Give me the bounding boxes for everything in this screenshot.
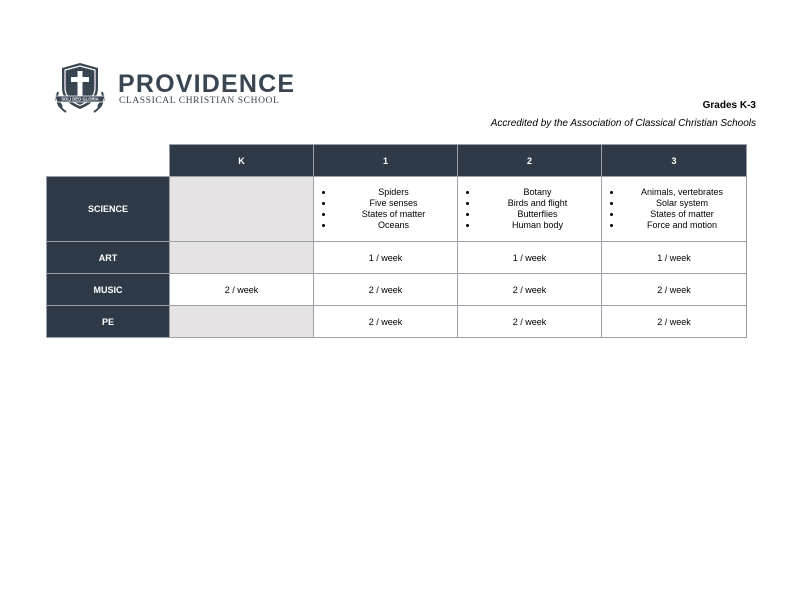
- table-row-science: [47, 177, 747, 242]
- topic-list: [320, 187, 453, 231]
- table-header-row: [47, 145, 747, 177]
- brand-name: PROVIDENCE: [118, 70, 296, 98]
- table-cell-empty: [170, 242, 314, 274]
- column-header-3: 3: [602, 145, 747, 177]
- table-cell-music-grade-3: 2 / week: [602, 274, 747, 306]
- list-item: Birds and flight: [464, 198, 597, 209]
- list-item: Force and motion: [608, 220, 742, 231]
- table-cell-empty: [170, 177, 314, 242]
- topic-list: [608, 187, 742, 231]
- grades-label: Grades K-3: [702, 100, 756, 111]
- school-logo: [52, 62, 296, 118]
- crest-icon: [52, 62, 108, 118]
- list-item: Human body: [464, 220, 597, 231]
- crest-motto: SOLI DEO GLORIA: [61, 96, 99, 102]
- table-cell-music-grade-k: 2 / week: [170, 274, 314, 306]
- row-header-pe: PE: [47, 306, 170, 338]
- column-header-1: 1: [314, 145, 458, 177]
- list-item: Animals, vertebrates: [608, 187, 742, 198]
- curriculum-table: [46, 144, 747, 338]
- table-row-music: [47, 274, 747, 306]
- table-cell-art-grade-2: 1 / week: [458, 242, 602, 274]
- table-cell-pe-grade-3: 2 / week: [602, 306, 747, 338]
- accreditation-text: Accredited by the Association of Classical Christian Schools: [490, 118, 756, 129]
- table-cell-science-grade-3: [602, 177, 747, 242]
- list-item: States of matter: [320, 209, 453, 220]
- table-row-art: [47, 242, 747, 274]
- table-cell-pe-grade-1: 2 / week: [314, 306, 458, 338]
- list-item: Spiders: [320, 187, 453, 198]
- table-cell-science-grade-2: [458, 177, 602, 242]
- list-item: Oceans: [320, 220, 453, 231]
- table-row-pe: [47, 306, 747, 338]
- list-item: Botany: [464, 187, 597, 198]
- table-corner: [47, 145, 170, 177]
- row-header-art: ART: [47, 242, 170, 274]
- table-cell-art-grade-3: 1 / week: [602, 242, 747, 274]
- table-cell-art-grade-1: 1 / week: [314, 242, 458, 274]
- table-cell-music-grade-1: 2 / week: [314, 274, 458, 306]
- table-cell-empty: [170, 306, 314, 338]
- table-cell-music-grade-2: 2 / week: [458, 274, 602, 306]
- list-item: Solar system: [608, 198, 742, 209]
- topic-list: [464, 187, 597, 231]
- list-item: States of matter: [608, 209, 742, 220]
- row-header-science: SCIENCE: [47, 177, 170, 242]
- column-header-k: K: [170, 145, 314, 177]
- column-header-2: 2: [458, 145, 602, 177]
- brand-subtitle: CLASSICAL CHRISTIAN SCHOOL: [119, 96, 280, 106]
- list-item: Five senses: [320, 198, 453, 209]
- row-header-music: MUSIC: [47, 274, 170, 306]
- table-cell-pe-grade-2: 2 / week: [458, 306, 602, 338]
- list-item: Butterflies: [464, 209, 597, 220]
- table-cell-science-grade-1: [314, 177, 458, 242]
